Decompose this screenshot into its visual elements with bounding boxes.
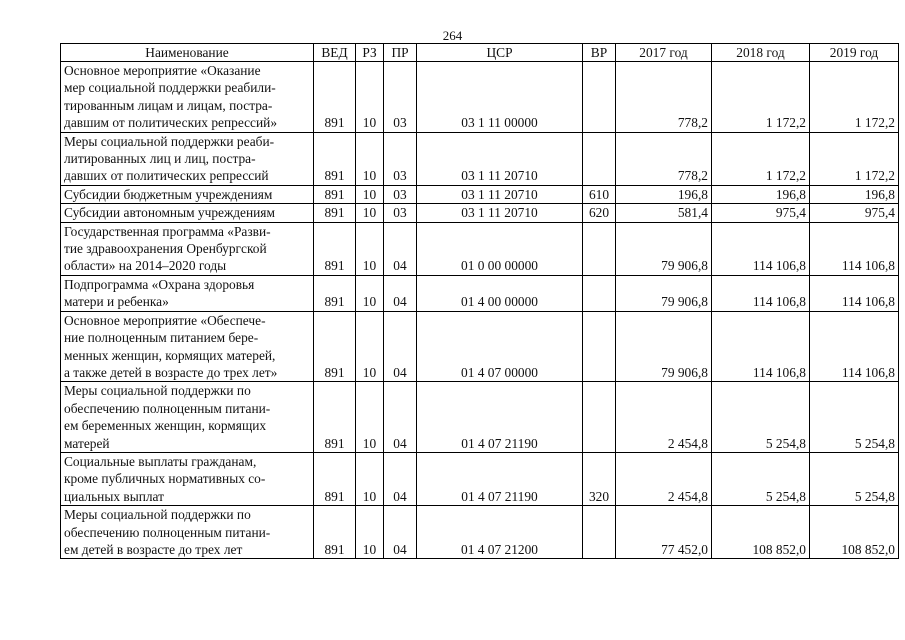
cell-name-line: Меры социальной поддержки по xyxy=(64,383,251,399)
cell-2019: 114 106,8 xyxy=(810,311,899,382)
cell-ved: 891 xyxy=(314,506,356,559)
table-row xyxy=(61,204,899,222)
cell-2019: 1 172,2 xyxy=(810,132,899,185)
cell-name xyxy=(61,452,314,505)
cell-pr: 03 xyxy=(384,185,417,203)
cell-2018: 114 106,8 xyxy=(712,311,810,382)
cell-name-line: Меры социальной поддержки по xyxy=(64,507,251,523)
cell-name-line: Основное мероприятие «Обеспече- xyxy=(64,312,266,328)
cell-name-line: Субсидии бюджетным учреждениям xyxy=(64,186,273,202)
cell-rz: 10 xyxy=(356,222,384,275)
cell-ved: 891 xyxy=(314,222,356,275)
cell-pr: 04 xyxy=(384,275,417,311)
cell-ved: 891 xyxy=(314,185,356,203)
cell-name-line: а также детей в возрасте до трех лет» xyxy=(64,364,278,380)
cell-name-line: Субсидии автономным учреждениям xyxy=(64,205,275,221)
table-row xyxy=(61,185,899,203)
cell-vr xyxy=(583,506,616,559)
cell-vr: 620 xyxy=(583,204,616,222)
cell-name xyxy=(61,222,314,275)
cell-2018: 114 106,8 xyxy=(712,222,810,275)
col-header-rz: РЗ xyxy=(356,44,384,62)
cell-name-line: менных женщин, кормящих матерей, xyxy=(64,347,276,363)
col-header-name: Наименование xyxy=(61,44,314,62)
cell-2019: 5 254,8 xyxy=(810,452,899,505)
cell-name xyxy=(61,132,314,185)
cell-csr: 03 1 11 20710 xyxy=(417,204,583,222)
cell-rz: 10 xyxy=(356,204,384,222)
cell-rz: 10 xyxy=(356,185,384,203)
cell-vr xyxy=(583,222,616,275)
cell-name-line: Подпрограмма «Охрана здоровья xyxy=(64,276,255,292)
cell-pr: 03 xyxy=(384,132,417,185)
cell-2019: 114 106,8 xyxy=(810,222,899,275)
cell-2017: 778,2 xyxy=(616,62,712,133)
cell-csr: 03 1 11 20710 xyxy=(417,132,583,185)
cell-name-line: кроме публичных нормативных со- xyxy=(64,471,266,487)
cell-2017: 778,2 xyxy=(616,132,712,185)
cell-2019: 196,8 xyxy=(810,185,899,203)
cell-vr xyxy=(583,311,616,382)
cell-2018: 975,4 xyxy=(712,204,810,222)
cell-name-line: Меры социальной поддержки реаби- xyxy=(64,133,275,149)
cell-vr xyxy=(583,62,616,133)
budget-table xyxy=(60,43,899,559)
cell-pr: 04 xyxy=(384,506,417,559)
cell-name-line: ем беременных женщин, кормящих xyxy=(64,418,267,434)
cell-pr: 03 xyxy=(384,204,417,222)
cell-2018: 1 172,2 xyxy=(712,62,810,133)
cell-vr xyxy=(583,132,616,185)
cell-csr: 03 1 11 00000 xyxy=(417,62,583,133)
cell-2017: 79 906,8 xyxy=(616,311,712,382)
cell-csr: 01 4 00 00000 xyxy=(417,275,583,311)
table-body xyxy=(61,62,899,559)
cell-2017: 79 906,8 xyxy=(616,275,712,311)
cell-pr: 04 xyxy=(384,382,417,453)
cell-2019: 108 852,0 xyxy=(810,506,899,559)
cell-ved: 891 xyxy=(314,275,356,311)
cell-pr: 04 xyxy=(384,452,417,505)
cell-name-line: матери и ребенка» xyxy=(64,294,169,310)
col-header-2019: 2019 год xyxy=(810,44,899,62)
cell-2018: 108 852,0 xyxy=(712,506,810,559)
cell-rz: 10 xyxy=(356,132,384,185)
cell-csr: 01 4 07 21190 xyxy=(417,452,583,505)
cell-2019: 975,4 xyxy=(810,204,899,222)
cell-ved: 891 xyxy=(314,62,356,133)
cell-name-line: обеспечению полноценным питани- xyxy=(64,524,271,540)
cell-csr: 03 1 11 20710 xyxy=(417,185,583,203)
table-row xyxy=(61,506,899,559)
cell-vr xyxy=(583,275,616,311)
cell-name xyxy=(61,62,314,133)
cell-name xyxy=(61,311,314,382)
cell-name-line: ем детей в возрасте до трех лет xyxy=(64,541,243,557)
cell-name xyxy=(61,185,314,203)
cell-name-line: матерей xyxy=(64,435,110,451)
cell-ved: 891 xyxy=(314,132,356,185)
page-number: 264 xyxy=(442,28,463,43)
cell-2017: 196,8 xyxy=(616,185,712,203)
cell-2018: 196,8 xyxy=(712,185,810,203)
cell-rz: 10 xyxy=(356,311,384,382)
table-row xyxy=(61,222,899,275)
cell-name-line: тированным лицам и лицам, постра- xyxy=(64,97,273,113)
cell-name-line: мер социальной поддержки реабили- xyxy=(64,80,276,96)
cell-2018: 1 172,2 xyxy=(712,132,810,185)
cell-2017: 2 454,8 xyxy=(616,382,712,453)
cell-pr: 04 xyxy=(384,222,417,275)
cell-2017: 2 454,8 xyxy=(616,452,712,505)
cell-name-line: тие здравоохранения Оренбургской xyxy=(64,241,267,257)
table-row xyxy=(61,275,899,311)
cell-rz: 10 xyxy=(356,506,384,559)
cell-vr: 320 xyxy=(583,452,616,505)
table-row xyxy=(61,382,899,453)
cell-name xyxy=(61,506,314,559)
cell-name-line: области» на 2014–2020 годы xyxy=(64,258,227,274)
cell-rz: 10 xyxy=(356,62,384,133)
cell-name-line: Государственная программа «Разви- xyxy=(64,223,271,239)
cell-name xyxy=(61,275,314,311)
cell-rz: 10 xyxy=(356,452,384,505)
cell-name-line: ние полноценным питанием бере- xyxy=(64,330,259,346)
cell-2017: 79 906,8 xyxy=(616,222,712,275)
cell-rz: 10 xyxy=(356,275,384,311)
cell-ved: 891 xyxy=(314,382,356,453)
cell-2019: 5 254,8 xyxy=(810,382,899,453)
table-header-row xyxy=(61,44,899,62)
cell-ved: 891 xyxy=(314,204,356,222)
cell-vr xyxy=(583,382,616,453)
col-header-csr: ЦСР xyxy=(417,44,583,62)
cell-2019: 1 172,2 xyxy=(810,62,899,133)
cell-csr: 01 0 00 00000 xyxy=(417,222,583,275)
cell-name-line: циальных выплат xyxy=(64,488,165,504)
cell-name-line: Социальные выплаты гражданам, xyxy=(64,453,257,469)
cell-name-line: давших от политических репрессий xyxy=(64,168,269,184)
table-row xyxy=(61,452,899,505)
cell-2018: 5 254,8 xyxy=(712,452,810,505)
cell-2017: 77 452,0 xyxy=(616,506,712,559)
cell-name-line: литированных лиц и лиц, постра- xyxy=(64,151,256,167)
cell-csr: 01 4 07 21190 xyxy=(417,382,583,453)
cell-2018: 114 106,8 xyxy=(712,275,810,311)
table-row xyxy=(61,132,899,185)
cell-csr: 01 4 07 21200 xyxy=(417,506,583,559)
cell-2017: 581,4 xyxy=(616,204,712,222)
cell-rz: 10 xyxy=(356,382,384,453)
cell-2018: 5 254,8 xyxy=(712,382,810,453)
col-header-ved: ВЕД xyxy=(314,44,356,62)
cell-name-line: обеспечению полноценным питани- xyxy=(64,400,271,416)
col-header-2018: 2018 год xyxy=(712,44,810,62)
col-header-2017: 2017 год xyxy=(616,44,712,62)
table-row xyxy=(61,62,899,133)
cell-csr: 01 4 07 00000 xyxy=(417,311,583,382)
cell-pr: 04 xyxy=(384,311,417,382)
table-row xyxy=(61,311,899,382)
cell-vr: 610 xyxy=(583,185,616,203)
cell-ved: 891 xyxy=(314,452,356,505)
cell-name-line: Основное мероприятие «Оказание xyxy=(64,63,261,78)
cell-name xyxy=(61,382,314,453)
cell-pr: 03 xyxy=(384,62,417,133)
cell-name-line: давшим от политических репрессий» xyxy=(64,115,278,131)
col-header-vr: ВР xyxy=(583,44,616,62)
cell-ved: 891 xyxy=(314,311,356,382)
cell-2019: 114 106,8 xyxy=(810,275,899,311)
col-header-pr: ПР xyxy=(384,44,417,62)
cell-name xyxy=(61,204,314,222)
